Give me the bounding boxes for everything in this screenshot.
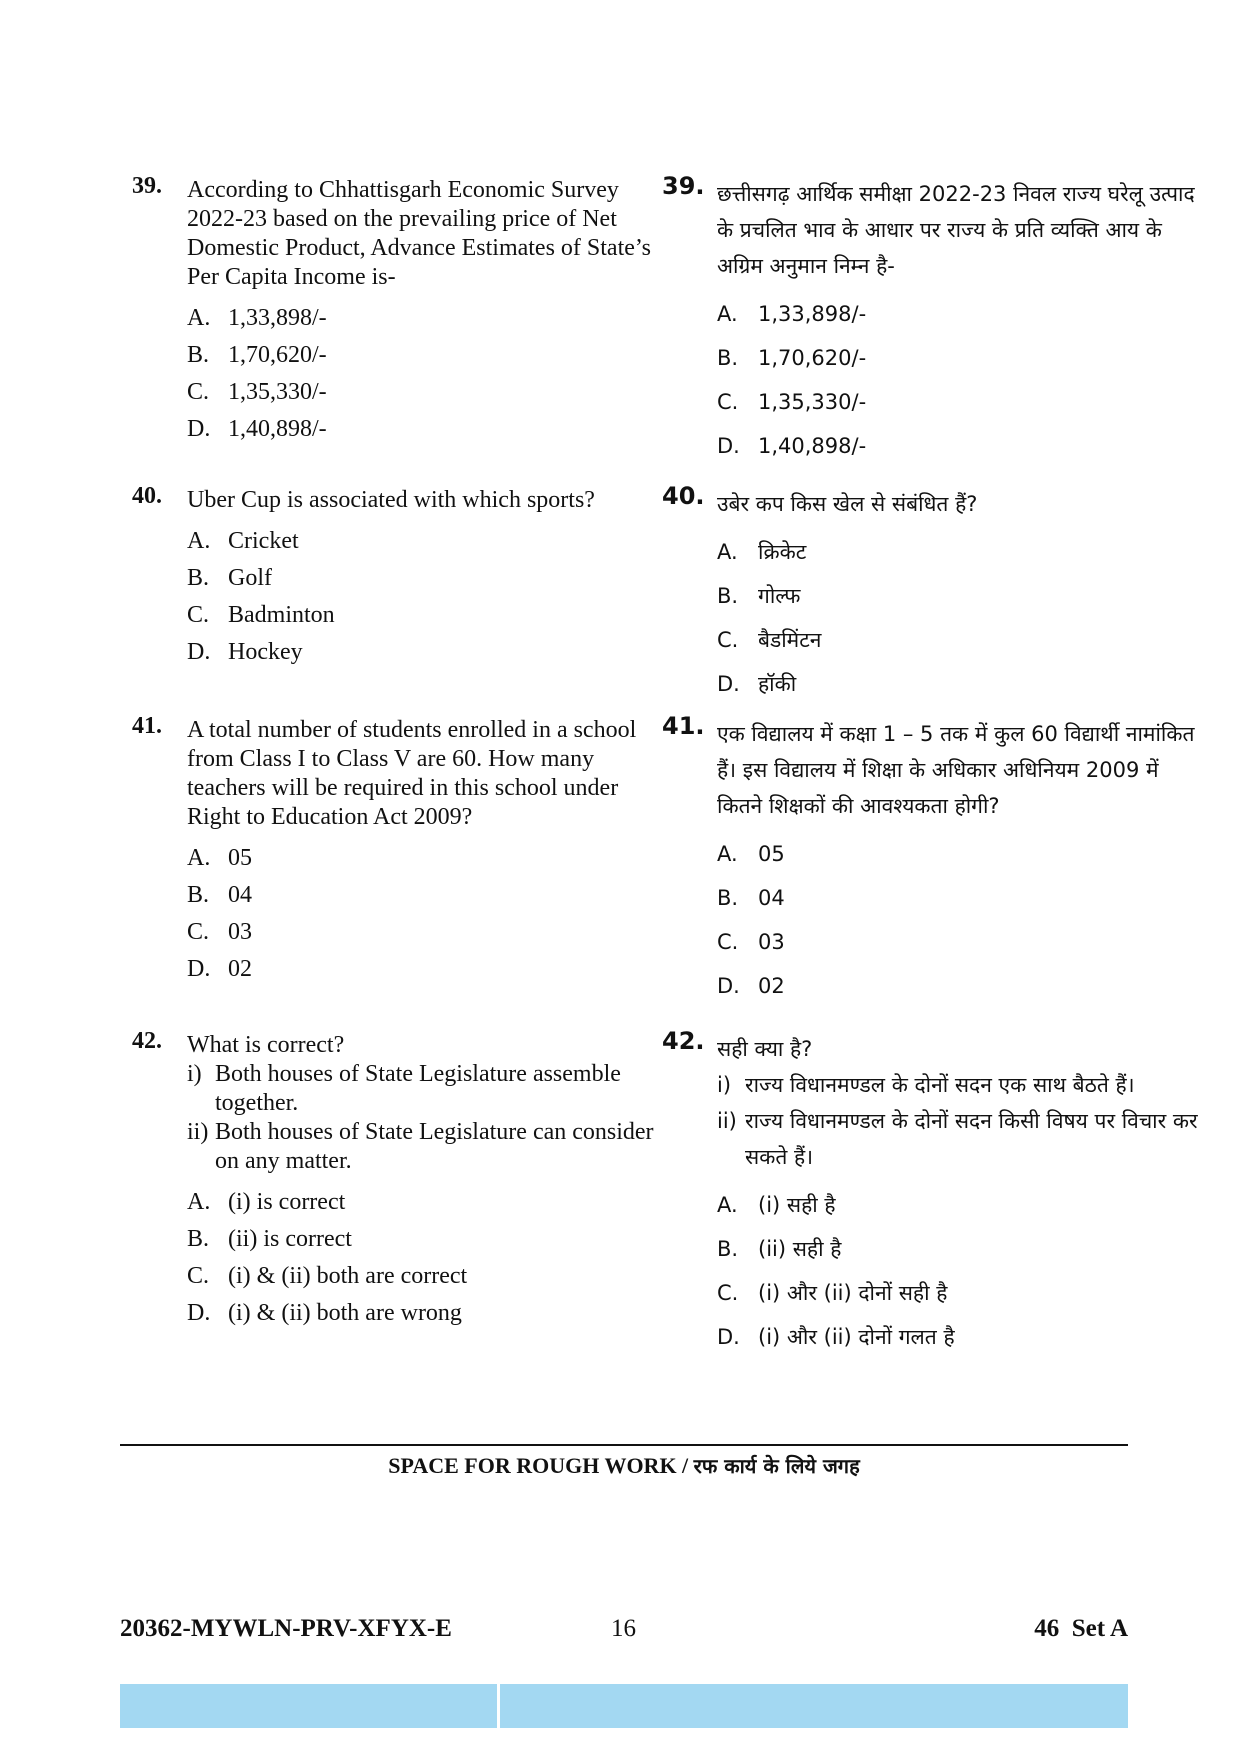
option-text: 05 <box>758 842 785 866</box>
question-39-en <box>132 173 677 448</box>
option-d <box>717 662 1207 706</box>
option-letter: A. <box>187 528 211 554</box>
option-c <box>187 374 677 411</box>
question-number: 42. <box>132 1028 162 1054</box>
option-text: (i) is correct <box>228 1189 346 1215</box>
option-a <box>717 832 1207 876</box>
statement-label: ii) <box>187 1119 209 1145</box>
statement-i <box>717 1067 1207 1103</box>
rough-work-hindi: रफ कार्य के लिये जगह <box>693 1454 860 1478</box>
option-a <box>187 840 677 877</box>
option-c <box>717 1271 1207 1315</box>
option-text: 1,33,898/- <box>758 302 867 326</box>
options <box>187 1184 677 1332</box>
statement-ii <box>717 1103 1207 1175</box>
option-letter: C. <box>717 930 739 954</box>
option-text: क्रिकेट <box>758 540 807 564</box>
option-text: 1,40,898/- <box>228 416 327 442</box>
option-text: (i) & (ii) both are correct <box>228 1263 468 1289</box>
statement-label: i) <box>187 1061 202 1087</box>
option-text: 1,70,620/- <box>758 346 867 370</box>
option-letter: B. <box>187 882 210 908</box>
option-text: 03 <box>758 930 785 954</box>
option-letter: C. <box>187 1263 210 1289</box>
option-b <box>187 337 677 374</box>
statement-i <box>187 1060 677 1118</box>
option-c <box>717 920 1207 964</box>
options <box>717 292 1207 468</box>
statement-ii <box>187 1118 677 1176</box>
option-text: 02 <box>228 956 252 982</box>
option-text: (i) & (ii) both are wrong <box>228 1300 462 1326</box>
question-41-hi <box>662 712 1207 1008</box>
option-letter: B. <box>717 346 739 370</box>
option-letter: C. <box>717 390 739 414</box>
option-letter: D. <box>717 434 740 458</box>
options <box>187 300 677 448</box>
option-letter: D. <box>717 672 740 696</box>
option-letter: B. <box>717 1237 739 1261</box>
option-text: 1,33,898/- <box>228 305 327 331</box>
question-text: What is correct? <box>187 1032 345 1058</box>
option-text: 1,35,330/- <box>228 379 327 405</box>
option-d <box>717 424 1207 468</box>
option-text: (i) और (ii) दोनों सही है <box>758 1281 948 1305</box>
options <box>717 1183 1207 1359</box>
statement-label: i) <box>717 1073 732 1097</box>
option-text: 1,70,620/- <box>228 342 327 368</box>
option-letter: A. <box>717 302 738 326</box>
statement-text: Both houses of State Legislature can consider on any matter. <box>215 1119 654 1174</box>
option-text: 05 <box>228 845 252 871</box>
statement-label: ii) <box>717 1109 737 1133</box>
option-b <box>717 574 1207 618</box>
option-a <box>717 292 1207 336</box>
option-b <box>717 876 1207 920</box>
option-c <box>717 380 1207 424</box>
option-text: 1,35,330/- <box>758 390 867 414</box>
option-letter: B. <box>187 342 210 368</box>
option-b <box>187 1221 677 1258</box>
question-text: उबेर कप किस खेल से संबंधित हैं? <box>717 492 978 516</box>
option-a <box>187 300 677 337</box>
option-text: 04 <box>228 882 252 908</box>
rough-work-divider <box>120 1444 1128 1446</box>
option-text: Golf <box>228 565 272 591</box>
footer-band-left <box>120 1684 497 1728</box>
option-text: बैडमिंटन <box>758 628 822 652</box>
question-text: सही क्या है? <box>717 1037 813 1061</box>
question-number: 39. <box>132 173 162 199</box>
option-text: Cricket <box>228 528 299 554</box>
option-a <box>717 530 1207 574</box>
option-letter: B. <box>187 565 210 591</box>
option-letter: D. <box>187 416 211 442</box>
option-text: 04 <box>758 886 785 910</box>
question-number: 41. <box>662 712 705 740</box>
statement-text: राज्य विधानमण्डल के दोनों सदन एक साथ बैठते हैं। <box>745 1073 1135 1097</box>
page-number: 16 <box>611 1615 636 1642</box>
question-number: 40. <box>132 483 162 509</box>
option-c <box>187 1258 677 1295</box>
option-text: हॉकी <box>758 672 797 696</box>
option-letter: D. <box>717 974 740 998</box>
option-d <box>187 1295 677 1332</box>
option-text: 03 <box>228 919 252 945</box>
option-letter: D. <box>187 956 211 982</box>
option-text: Hockey <box>228 639 303 665</box>
option-letter: B. <box>717 584 739 608</box>
option-b <box>187 877 677 914</box>
option-a <box>717 1183 1207 1227</box>
rough-work-english: SPACE FOR ROUGH WORK / <box>388 1453 689 1478</box>
option-text: (i) सही है <box>758 1193 836 1217</box>
option-d <box>717 1315 1207 1359</box>
option-text: (i) और (ii) दोनों गलत है <box>758 1325 955 1349</box>
option-letter: B. <box>187 1226 210 1252</box>
booklet-code: 20362-MYWLN-PRV-XFYX-E <box>120 1615 452 1642</box>
option-text: (ii) is correct <box>228 1226 352 1252</box>
option-c <box>717 618 1207 662</box>
option-c <box>187 597 677 634</box>
question-text: A total number of students enrolled in a school from Class I to Class V are 60. How many teachers will be required in this school under Right to Education Act 2009? <box>187 717 637 830</box>
option-a <box>187 523 677 560</box>
footer-band-right <box>500 1684 1128 1728</box>
question-number: 40. <box>662 482 705 510</box>
option-b <box>717 1227 1207 1271</box>
option-d <box>717 964 1207 1008</box>
option-letter: A. <box>717 540 738 564</box>
option-letter: C. <box>717 1281 739 1305</box>
question-text: According to Chhattisgarh Economic Survey 2022-23 based on the prevailing price of Net Domestic Product, Advance Estimates of State’s Per Capita Income is- <box>187 177 651 290</box>
question-41-en <box>132 713 677 988</box>
option-c <box>187 914 677 951</box>
option-letter: C. <box>187 919 210 945</box>
question-text: छत्तीसगढ़ आर्थिक समीक्षा 2022-23 निवल राज्य घरेलू उत्पाद के प्रचलित भाव के आधार पर राज्य के प्रति व्यक्ति आय के अग्रिम अनुमान निम्न है- <box>717 182 1195 278</box>
options <box>187 840 677 988</box>
option-letter: B. <box>717 886 739 910</box>
option-text: 1,40,898/- <box>758 434 867 458</box>
option-text: Badminton <box>228 602 335 628</box>
option-letter: D. <box>187 1300 211 1326</box>
statement-text: Both houses of State Legislature assemble together. <box>215 1061 621 1116</box>
statement-text: राज्य विधानमण्डल के दोनों सदन किसी विषय पर विचार कर सकते हैं। <box>745 1109 1198 1169</box>
option-letter: C. <box>717 628 739 652</box>
option-letter: A. <box>187 845 211 871</box>
question-text: Uber Cup is associated with which sports? <box>187 487 595 513</box>
question-40-hi <box>662 482 1207 706</box>
option-text: गोल्फ <box>758 584 801 608</box>
option-letter: D. <box>717 1325 740 1349</box>
rough-work-heading <box>120 1452 1128 1479</box>
question-number: 39. <box>662 172 705 200</box>
option-text: (ii) सही है <box>758 1237 842 1261</box>
option-text: 02 <box>758 974 785 998</box>
option-letter: A. <box>717 1193 738 1217</box>
option-letter: A. <box>717 842 738 866</box>
options <box>187 523 677 671</box>
set-label: 46 Set A <box>1034 1615 1128 1642</box>
option-letter: D. <box>187 639 211 665</box>
question-text: एक विद्यालय में कक्षा 1 – 5 तक में कुल 60 विद्यार्थी नामांकित हैं। इस विद्यालय में शिक्षा के अधिकार अधिनियम 2009 में कितने शिक्षकों की आवश्यकता होगी? <box>717 722 1195 818</box>
option-letter: A. <box>187 1189 211 1215</box>
question-40-en <box>132 483 677 671</box>
question-39-hi <box>662 172 1207 468</box>
question-number: 41. <box>132 713 162 739</box>
option-letter: A. <box>187 305 211 331</box>
options <box>717 530 1207 706</box>
option-d <box>187 634 677 671</box>
question-number: 42. <box>662 1027 705 1055</box>
option-letter: C. <box>187 602 210 628</box>
question-42-hi <box>662 1027 1207 1359</box>
option-d <box>187 951 677 988</box>
option-a <box>187 1184 677 1221</box>
options <box>717 832 1207 1008</box>
option-d <box>187 411 677 448</box>
option-b <box>717 336 1207 380</box>
option-b <box>187 560 677 597</box>
question-42-en <box>132 1028 677 1332</box>
option-letter: C. <box>187 379 210 405</box>
